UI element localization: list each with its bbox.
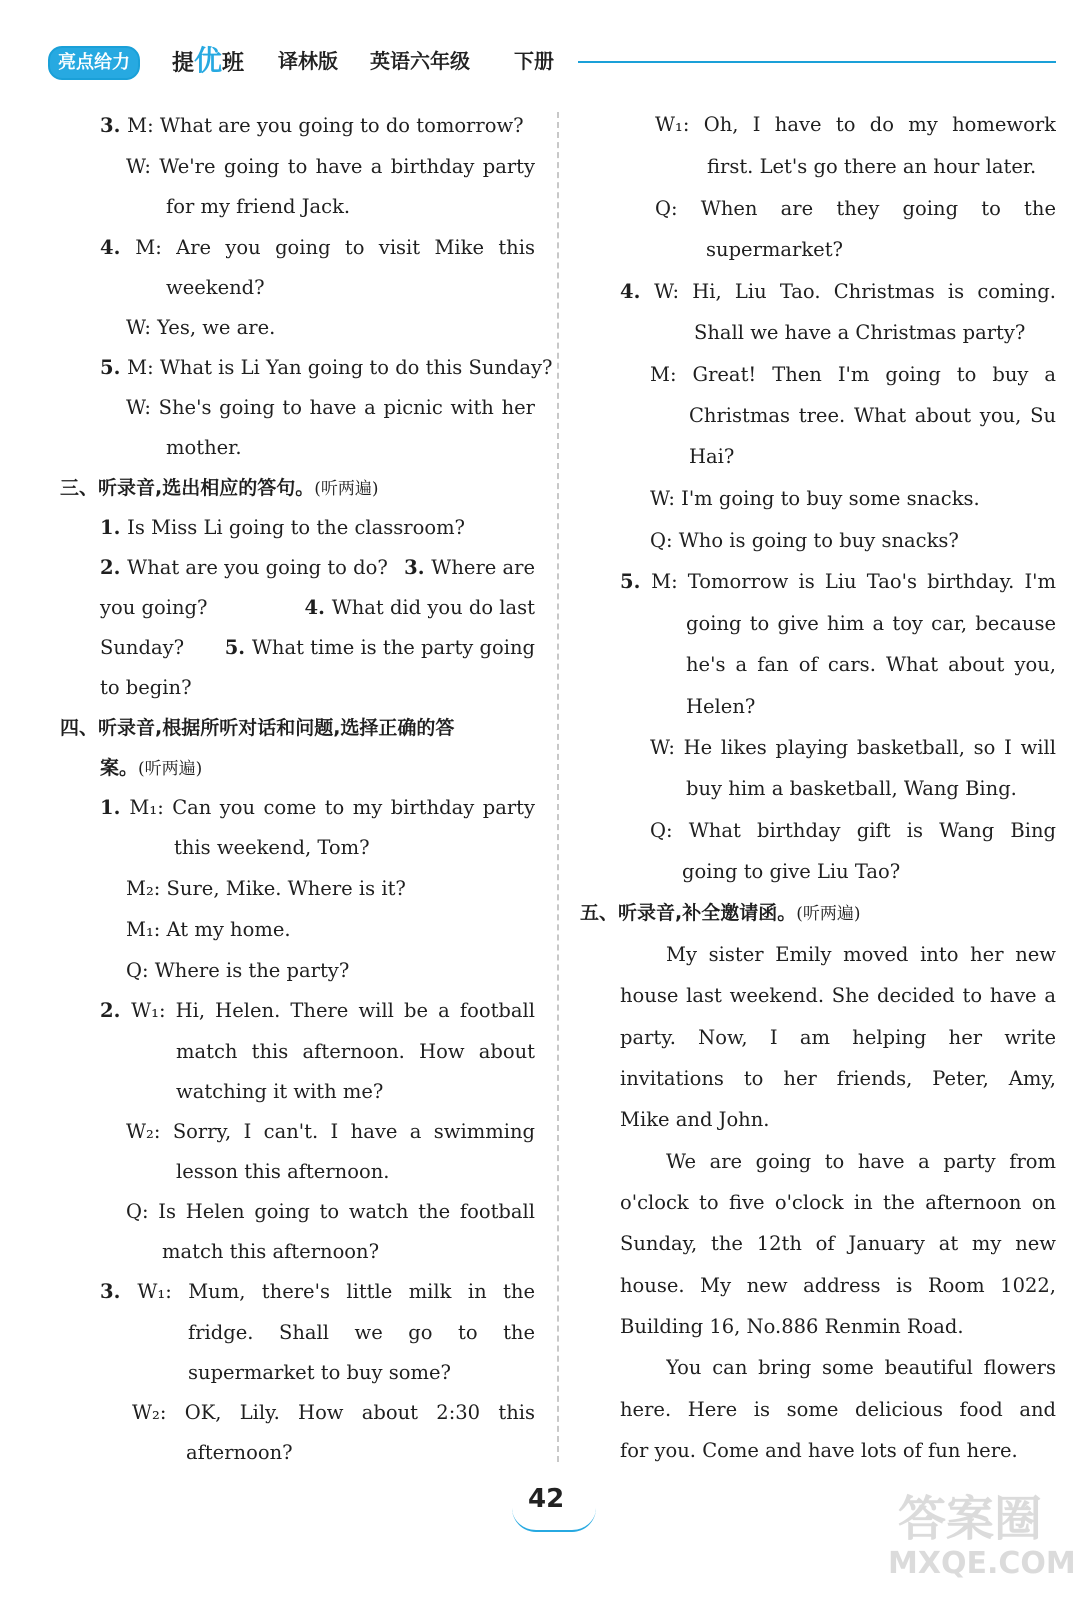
left-text-line <box>100 634 535 662</box>
line-text: Helen? <box>686 695 756 718</box>
left-text-line <box>188 1319 535 1347</box>
item-number: 1. <box>100 516 128 539</box>
line-text: going to give Liu Tao? <box>682 860 901 883</box>
left-text-line <box>100 554 535 582</box>
right-text-line <box>666 941 1056 969</box>
left-text-line <box>100 674 192 702</box>
line-text: Q: Is Helen going to watch the football <box>126 1200 535 1223</box>
left-text-line <box>100 112 524 140</box>
line-text: M₁: At my home. <box>126 918 291 941</box>
left-text-line <box>100 794 535 822</box>
line-text: for you. Come and have lots of fun here. <box>620 1439 1018 1462</box>
subject-label: 英语六年级 <box>370 49 470 73</box>
line-text: Sunday, the 12th of January at my new <box>620 1232 1056 1255</box>
line-text: Is Miss Li going to the classroom? <box>127 516 466 539</box>
line-text: W₁: Oh, I have to do my homework <box>655 113 1056 136</box>
watermark <box>888 1480 1076 1590</box>
left-text-line <box>188 1359 451 1387</box>
line-text: W: She's going to have a picnic with her <box>126 396 535 419</box>
line-text: W: Yes, we are. <box>126 316 276 339</box>
line-text: house. My new address is Room 1022, <box>620 1274 1056 1297</box>
question-text: 5. What time is the party going <box>224 636 535 659</box>
line-text: W: He likes playing basketball, so I will <box>650 736 1056 759</box>
line-text: Mike and John. <box>620 1108 770 1131</box>
line-text: house last weekend. She decided to have a <box>620 984 1056 1007</box>
section-heading <box>100 754 202 783</box>
line-text: W₁: Mum, there's little milk in the <box>137 1280 535 1303</box>
section-heading <box>60 714 454 742</box>
item-number: 3. <box>404 556 432 579</box>
brand-title: 提优班 <box>172 44 245 77</box>
left-text-line <box>100 234 535 262</box>
item-number: 2. <box>100 556 128 579</box>
right-text-line <box>686 693 755 721</box>
right-text-line <box>620 1106 770 1134</box>
line-text: afternoon? <box>186 1441 293 1464</box>
left-text-line <box>126 394 535 422</box>
right-text-line <box>620 1065 1056 1093</box>
line-text: We are going to have a party from <box>666 1150 1056 1173</box>
page-header <box>48 44 1058 80</box>
left-text-line <box>100 514 465 542</box>
right-text-line <box>689 443 734 471</box>
left-text-line <box>126 1198 535 1226</box>
right-text-line <box>706 236 843 264</box>
section-heading-text: 四、听录音,根据所听对话和问题,选择正确的答 <box>60 717 455 739</box>
section-heading <box>580 899 860 928</box>
line-text: going to give him a toy car, because <box>686 612 1056 635</box>
right-text-line <box>650 361 1056 389</box>
right-text-line <box>620 1313 964 1341</box>
section-heading-text: 三、听录音,选出相应的答句。 <box>60 477 315 499</box>
line-text: W₂: OK, Lily. How about 2:30 this <box>132 1401 535 1424</box>
line-text: to begin? <box>100 676 192 699</box>
line-text: he's a fan of cars. What about you, <box>686 653 1056 676</box>
left-text-line <box>174 834 370 862</box>
line-text: Shall we have a Christmas party? <box>694 321 1026 344</box>
right-text-line <box>620 568 1056 596</box>
line-text: Q: Where is the party? <box>126 959 350 982</box>
line-text: party. Now, I am helping her write <box>620 1026 1056 1049</box>
item-number: 3. <box>100 114 128 137</box>
left-text-line <box>126 916 291 944</box>
item-number: 5. <box>620 570 652 593</box>
right-text-line <box>650 485 980 513</box>
right-text-line <box>686 651 1056 679</box>
page-number-arc <box>512 1508 596 1532</box>
line-text: W₂: Sorry, I can't. I have a swimming <box>126 1120 535 1143</box>
left-text-line <box>126 153 535 181</box>
question-text: 2. What are you going to do? <box>100 556 388 579</box>
left-text-line <box>166 434 242 462</box>
right-text-line <box>650 734 1056 762</box>
item-number: 4. <box>620 280 655 303</box>
edition-label: 译林版 <box>278 49 338 73</box>
line-text: for my friend Jack. <box>166 195 351 218</box>
section-heading-text: 案。 <box>100 757 139 779</box>
right-text-line <box>682 858 900 886</box>
left-text-line <box>100 997 535 1025</box>
line-text: Building 16, No.886 Renmin Road. <box>620 1315 964 1338</box>
section-note: (听两遍) <box>138 759 203 779</box>
left-text-line <box>126 875 406 903</box>
left-text-line <box>186 1439 293 1467</box>
line-text: mother. <box>166 436 242 459</box>
right-text-line <box>650 817 1056 845</box>
volume-label: 下册 <box>514 49 554 73</box>
line-text: M: Great! Then I'm going to buy a <box>650 363 1056 386</box>
right-text-line <box>686 610 1056 638</box>
header-rule <box>578 61 1056 63</box>
question-text: 4. What did you do last <box>304 596 535 619</box>
right-text-line <box>620 982 1056 1010</box>
line-text: buy him a basketball, Wang Bing. <box>686 777 1017 800</box>
line-text: Hai? <box>689 445 735 468</box>
right-text-line <box>620 278 1056 306</box>
line-text: My sister Emily moved into her new <box>666 943 1056 966</box>
line-text: o'clock to five o'clock in the afternoon on <box>620 1191 1056 1214</box>
line-text: W: We're going to have a birthday party <box>126 155 535 178</box>
left-text-line <box>166 193 350 221</box>
line-text: supermarket? <box>706 238 843 261</box>
line-text: match this afternoon? <box>162 1240 380 1263</box>
item-number: 4. <box>304 596 332 619</box>
question-text: Sunday? <box>100 636 185 659</box>
right-text-line <box>689 402 1056 430</box>
watermark-url: MXQE.COM <box>888 1546 1076 1581</box>
line-text: W: I'm going to buy some snacks. <box>650 487 980 510</box>
line-text: Q: When are they going to the <box>655 197 1056 220</box>
line-text: first. Let's go there an hour later. <box>707 155 1037 178</box>
line-text: Q: Who is going to buy snacks? <box>650 529 959 552</box>
line-text: watching it with me? <box>176 1080 384 1103</box>
item-number: 5. <box>224 636 252 659</box>
left-text-line <box>166 274 265 302</box>
line-text: weekend? <box>166 276 265 299</box>
right-text-line <box>620 1396 1056 1424</box>
item-number: 4. <box>100 236 136 259</box>
left-text-line <box>162 1238 379 1266</box>
question-text: 3. Where are <box>404 556 535 579</box>
item-number: 3. <box>100 1280 138 1303</box>
question-text: you going? <box>100 596 208 619</box>
line-text: W₁: Hi, Helen. There will be a football <box>131 999 535 1022</box>
section-note: (听两遍) <box>796 904 861 924</box>
left-text-line <box>126 957 349 985</box>
right-text-line <box>620 1437 1018 1465</box>
line-text: supermarket to buy some? <box>188 1361 452 1384</box>
right-text-line <box>655 195 1056 223</box>
left-text-line <box>176 1078 383 1106</box>
line-text: Christmas tree. What about you, Su <box>689 404 1056 427</box>
line-text: M₁: Can you come to my birthday party <box>129 796 535 819</box>
section-heading-text: 五、听录音,补全邀请函。 <box>580 902 797 924</box>
left-text-line <box>100 594 535 622</box>
line-text: M: Tomorrow is Liu Tao's birthday. I'm <box>651 570 1056 593</box>
line-text: You can bring some beautiful flowers <box>666 1356 1056 1379</box>
section-heading <box>60 474 378 503</box>
item-number: 1. <box>100 796 130 819</box>
right-text-line <box>620 1230 1056 1258</box>
series-logo: 亮点给力 <box>48 46 140 80</box>
line-text: M₂: Sure, Mike. Where is it? <box>126 877 406 900</box>
line-text: M: What are you going to do tomorrow? <box>127 114 524 137</box>
left-text-line <box>176 1158 389 1186</box>
left-text-line <box>100 1278 535 1306</box>
right-text-line <box>620 1024 1056 1052</box>
right-text-line <box>666 1148 1056 1176</box>
right-text-line <box>707 153 1036 181</box>
line-text: match this afternoon. How about <box>176 1040 535 1063</box>
line-text: Q: What birthday gift is Wang Bing <box>650 819 1056 842</box>
right-text-line <box>666 1354 1056 1382</box>
column-divider <box>557 112 559 1462</box>
right-text-line <box>655 111 1056 139</box>
right-text-line <box>694 319 1025 347</box>
item-number: 5. <box>100 356 128 379</box>
line-text: this weekend, Tom? <box>174 836 370 859</box>
watermark-logo-text: 答案圈 <box>898 1491 1043 1547</box>
line-text: W: Hi, Liu Tao. Christmas is coming. <box>654 280 1056 303</box>
left-text-line <box>100 354 553 382</box>
line-text: M: Are you going to visit Mike this <box>135 236 535 259</box>
page-number: 42 <box>528 1484 565 1514</box>
left-text-line <box>176 1038 535 1066</box>
line-text: fridge. Shall we go to the <box>188 1321 535 1344</box>
line-text: invitations to her friends, Peter, Amy, <box>620 1067 1056 1090</box>
right-text-line <box>686 775 1017 803</box>
right-text-line <box>620 1272 1056 1300</box>
left-text-line <box>132 1399 535 1427</box>
left-text-line <box>126 1118 535 1146</box>
right-text-line <box>650 527 959 555</box>
line-text: M: What is Li Yan going to do this Sunday? <box>127 356 553 379</box>
right-text-line <box>620 1189 1056 1217</box>
left-text-line <box>126 314 275 342</box>
line-text: lesson this afternoon. <box>176 1160 390 1183</box>
item-number: 2. <box>100 999 132 1022</box>
line-text: here. Here is some delicious food and <box>620 1398 1056 1421</box>
section-note: (听两遍) <box>314 479 379 499</box>
